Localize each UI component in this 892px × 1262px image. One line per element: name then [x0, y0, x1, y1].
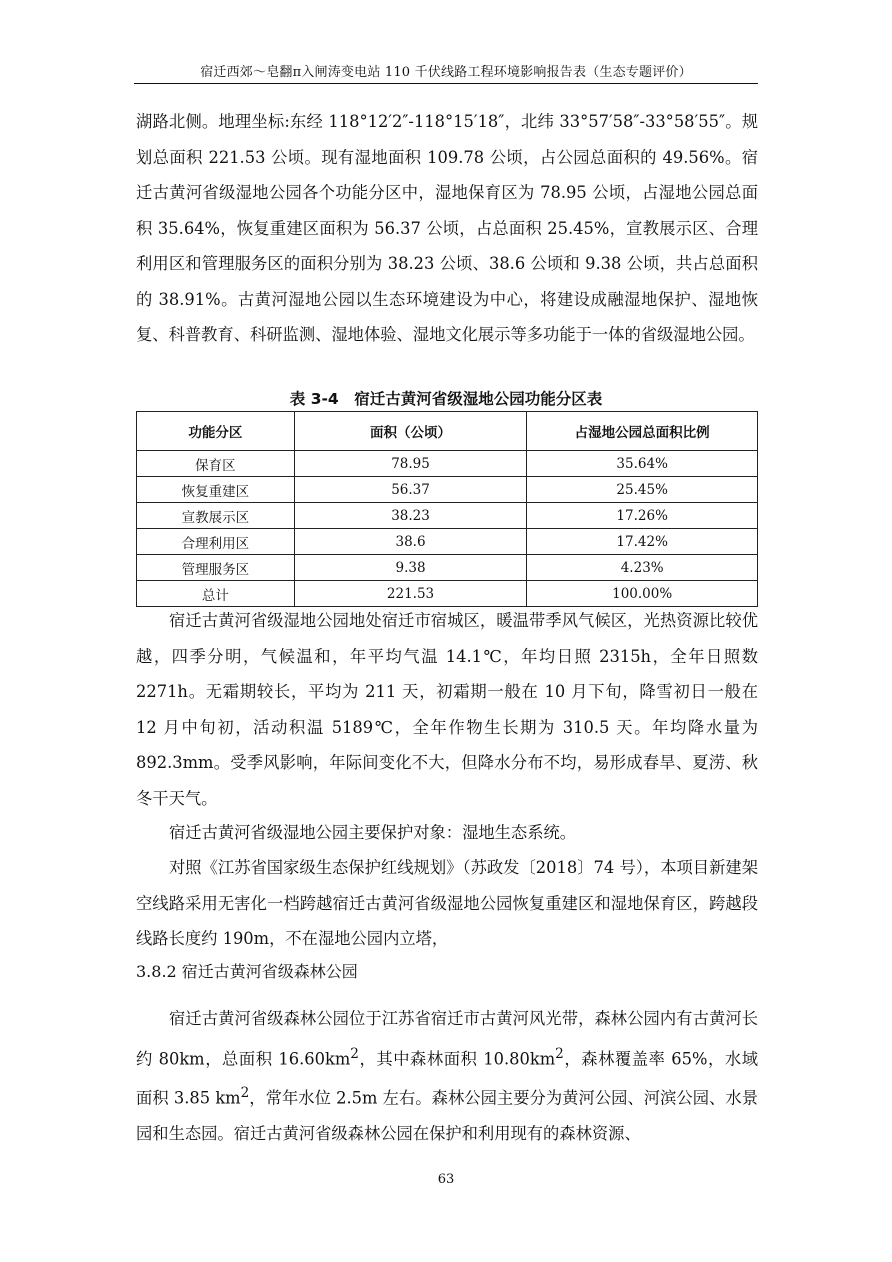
cell-area: 56.37 — [294, 477, 527, 503]
cell-ratio: 35.64% — [527, 451, 758, 477]
running-header: 宿迁西郊～皂翻π入闸涛变电站 110 千伏线路工程环境影响报告表（生态专题评价） — [200, 65, 692, 80]
superscript-2: 2 — [555, 1045, 564, 1062]
table-row — [137, 451, 758, 477]
cell-zone: 宣教展示区 — [137, 503, 295, 529]
header-area: 面积（公顷） — [294, 412, 527, 451]
header-zone: 功能分区 — [137, 412, 295, 451]
cell-zone: 合理利用区 — [137, 529, 295, 555]
cell-ratio: 17.26% — [527, 503, 758, 529]
cell-zone: 管理服务区 — [137, 555, 295, 581]
cell-zone: 总计 — [137, 581, 295, 607]
paragraph-climate: 宿迁古黄河省级湿地公园地处宿迁市宿城区，暖温带季风气候区，光热资源比较优越，四季分明，气候温和，年平均气温 14.1℃，年均日照 2315h，全年日照数 2271h。无霜期较长，平均为 211 天，初霜期一般在 10 月下旬，降雪初日一般在 12 月中旬初，活动积温 5189℃，全年作物生长期为 310.5 天。年均降水量为 892.3mm。受季风影响，年际间变化不大，但降水分布不均，易形成春旱、夏涝、秋冬干天气。 — [136, 611, 758, 808]
table-row — [137, 477, 758, 503]
superscript-2: 2 — [240, 1085, 250, 1102]
cell-ratio: 17.42% — [527, 529, 758, 555]
cell-area: 38.23 — [294, 503, 527, 529]
forest-text-4: ，常年水位 2.5m 左右。森林公园主要分为黄河公园、河滨公园、水景园和生态园。宿迁古黄河省级森林公园在保护和利用现有的森林资源、 — [136, 1088, 758, 1144]
header-rule — [134, 83, 758, 84]
table-row — [137, 555, 758, 581]
table-row — [137, 503, 758, 529]
paragraph-crossing-line: 对照《江苏省国家级生态保护红线规划》（苏政发〔2018〕74 号），本项目新建架空线路采用无害化一档跨越宿迁古黄河省级湿地公园恢复重建区和湿地保育区，跨越段线路长度约 190m，不在湿地公园内立塔， — [136, 858, 758, 948]
cell-zone: 恢复重建区 — [137, 477, 295, 503]
cell-area: 221.53 — [294, 581, 527, 607]
cell-area: 38.6 — [294, 529, 527, 555]
cell-ratio: 4.23% — [527, 555, 758, 581]
cell-area: 78.95 — [294, 451, 527, 477]
table-caption: 表 3-4 宿迁古黄河省级湿地公园功能分区表 — [289, 390, 603, 408]
section-heading: 3.8.2 宿迁古黄河省级森林公园 — [136, 962, 358, 981]
cell-ratio: 25.45% — [527, 477, 758, 503]
page-number: 63 — [437, 1172, 455, 1187]
cell-area: 9.38 — [294, 555, 527, 581]
cell-zone: 保育区 — [137, 451, 295, 477]
paragraph-wetland-park-overview: 湖路北侧。地理坐标:东经 118°12′2″-118°15′18″，北纬 33°57′58″-33°58′55″。规划总面积 221.53 公顷。现有湿地面积 109.78 公顷，占公园总面积的 49.56%。宿迁古黄河省级湿地公园各个功能分区中，湿地保育区为 78.95 公顷，占湿地公园总面积 35.64%，恢复重建区面积为 56.37 公顷，占总面积 25.45%，宣教展示区、合理利用区和管理服务区的面积分别为 38.23 公顷、38.6 公顷和 9.38 公顷，共占总面积的 38.91%。古黄河湿地公园以生态环境建设为中心，将建设成融湿地保护、湿地恢复、科普教育、科研监测、湿地体验、湿地文化展示等多功能于一体的省级湿地公园。 — [136, 112, 758, 344]
function-zone-table — [136, 411, 758, 607]
header-ratio: 占湿地公园总面积比例 — [527, 412, 758, 451]
table-row — [137, 529, 758, 555]
forest-text-2: ，其中森林面积 10.80km — [358, 1048, 556, 1068]
paragraph-forest-park — [136, 1001, 758, 1152]
forest-text-1: 宿迁古黄河省级森林公园位于江苏省宿迁市古黄河风光带，森林公园内有古黄河长约 80km，总面积 16.60km — [136, 1009, 758, 1068]
cell-ratio: 100.00% — [527, 581, 758, 607]
paragraph-protection-target: 宿迁古黄河省级湿地公园主要保护对象：湿地生态系统。 — [169, 823, 577, 842]
superscript-2: 2 — [350, 1045, 359, 1062]
table-header-row — [137, 412, 758, 451]
forest-text-3: ，森林覆盖率 65%，水域面积 3.85 km — [136, 1048, 758, 1108]
